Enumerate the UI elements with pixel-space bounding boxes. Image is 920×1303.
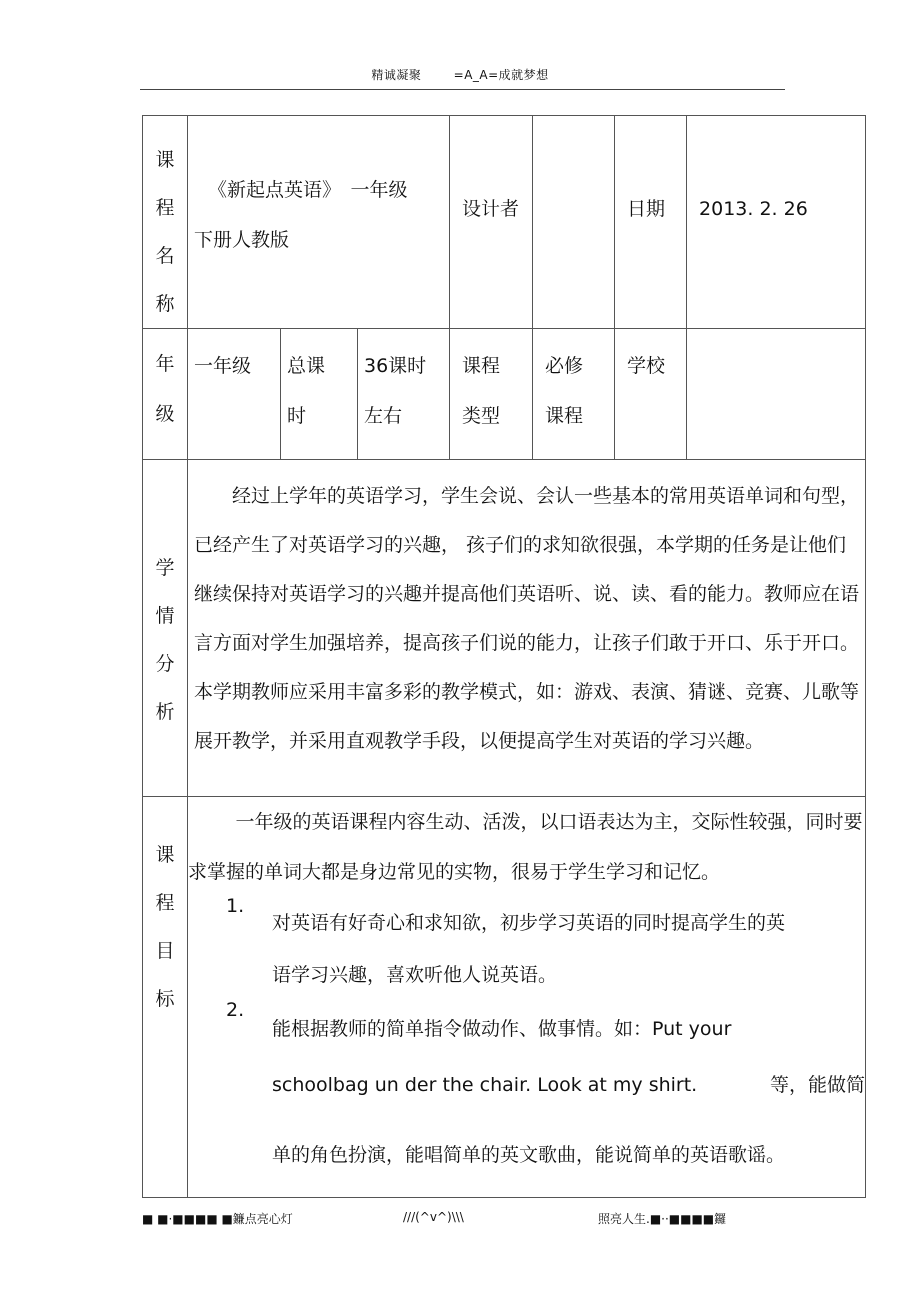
row-student-analysis	[143, 460, 866, 797]
row-course-goals	[143, 797, 866, 1198]
course-name-value	[188, 116, 450, 329]
page-footer	[0, 1210, 920, 1230]
page-header	[0, 66, 920, 83]
total-hours-value: 36课时 左右	[358, 329, 450, 460]
footer-right-text: 照亮人生.■··■■■■鑼	[598, 1212, 727, 1226]
goal-item-number: 2.	[226, 999, 245, 1021]
goal-item-number: 1.	[226, 895, 245, 917]
designer-label: 设计者	[450, 116, 533, 329]
designer-value	[533, 116, 615, 329]
course-goals-content	[188, 797, 866, 1198]
date-value: 2013. 2. 26	[687, 116, 866, 329]
row-course-name	[143, 116, 866, 329]
date-label: 日期	[615, 116, 687, 329]
course-type-value: 必修 课程	[533, 329, 615, 460]
course-type-label: 课程 类型	[450, 329, 533, 460]
course-name-label: 课 程 名 称	[143, 116, 188, 329]
goal-item-2: 2. 能根据教师的简单指令做动作、做事情。如：Put your schoolbag un der the chair. Look at my shirt. 等，能做简 单的角色扮演，能唱简单的英文歌曲，能说简单的英语歌谣。	[226, 999, 866, 1166]
header-left-text: 精诚凝聚	[371, 68, 422, 82]
header-rule	[140, 89, 785, 90]
footer-left-text: ■ ■·■■■■ ■鐮点亮心灯	[142, 1212, 293, 1226]
course-goals-intro: 一年级的英语课程内容生动、活泼，以口语表达为主，交际性较强，同时要求掌握的单词大都是身边常见的实物，很易于学生学习和记忆。	[188, 811, 863, 883]
grade-label: 年 级	[143, 329, 188, 460]
row-grade	[143, 329, 866, 460]
student-analysis-label: 学 情 分 析	[143, 460, 188, 797]
lesson-plan-table	[142, 115, 866, 1198]
footer-middle-text: ///(^v^)\\\	[403, 1210, 464, 1224]
course-goals-label: 课 程 目 标	[143, 797, 188, 1198]
course-name-line2: 下册人教版	[194, 229, 290, 251]
total-hours-label: 总课 时	[281, 329, 358, 460]
grade-value: 一年级	[188, 329, 281, 460]
student-analysis-text: 经过上学年的英语学习，学生会说、会认一些基本的常用英语单词和句型，已经产生了对英语学习的兴趣， 孩子们的求知欲很强，本学期的任务是让他们继续保持对英语学习的兴趣并提高他们英语听、说、读、看的能力。教师应在语言方面对学生加强培养，提高孩子们说的能力，让孩子们敢于开口、乐于开口。本学期教师应采用丰富多彩的教学模式，如：游戏、表演、猜谜、竞赛、儿歌等展开教学，并采用直观教学手段，以便提高学生对英语的学习兴趣。	[188, 460, 866, 797]
header-right-text: =A_A=成就梦想	[453, 68, 549, 82]
school-value	[687, 329, 866, 460]
school-label: 学校	[615, 329, 687, 460]
course-name-line1: 《新起点英语》 一年级	[208, 179, 408, 201]
goal-item-1: 1. 对英语有好奇心和求知欲，初步学习英语的同时提高学生的英 语学习兴趣，喜欢听他人说英语。	[226, 895, 786, 986]
